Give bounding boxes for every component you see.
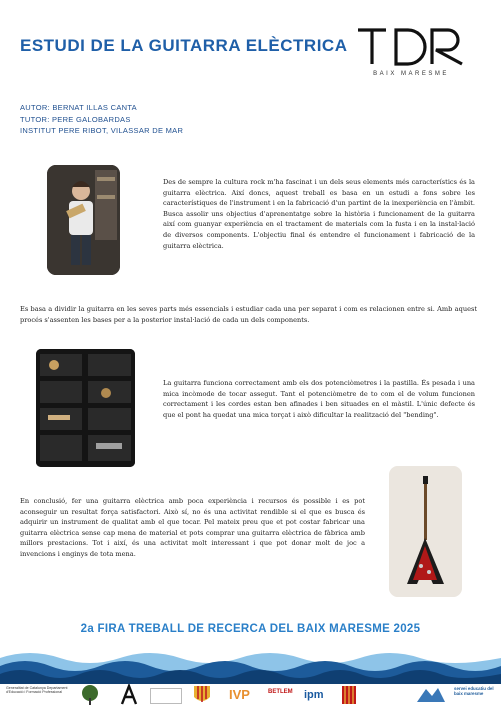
- event-title: 2a FIRA TREBALL DE RECERCA DEL BAIX MARESME 2025: [80, 623, 421, 635]
- ipm-logo-icon: [303, 684, 325, 704]
- red-shield-logo-icon: [340, 684, 358, 706]
- author-photo: [47, 165, 120, 275]
- decorative-waves: [0, 644, 501, 684]
- authors-block: [20, 102, 183, 137]
- svg-text:IVP: IVP: [229, 687, 250, 702]
- sponsor-betlem: BETLEM: [268, 689, 293, 695]
- institute-line: INSTITUT PERE RIBOT, VILASSAR DE MAR: [20, 126, 184, 135]
- poster-title: ESTUDI DE LA GUITARRA ELÈCTRICA: [20, 36, 348, 55]
- sponsor-gencat: Generalitat de Catalunya Departament d'Educació i Formació Professional: [6, 686, 68, 695]
- svg-text:ipm: ipm: [304, 689, 324, 701]
- methodology-paragraph: Es basa a dividir la guitarra en les seves parts més essencials i estudiar cada una per separat i com es relacionen entre si. Amb aquest procés s'assenten les bases per a la posterior instal·lació de cada un dels components.: [20, 305, 477, 324]
- shield-logo-icon: [193, 685, 211, 705]
- introduction-paragraph: Des de sempre la cultura rock m'ha fascinat i un dels seus elements més característics és la guitarra elèctrica. Així doncs, aquest treball es basa en un estudi a fons sobre les característiques de l'instrument i en la fabricació d'un partint de la inexperiència en l'àmbit. Busca assolir uns objectius d'aprenentatge sobre la història i funcionament de la guitarra així com guanyar experiència en el tractament de materials com la fusta i en la instal·lació de diversos components. L'objectiu final és entendre el funcionament i fabricació de la guitarra elèctrica.: [163, 178, 475, 250]
- mountain-logo-icon: [416, 684, 446, 704]
- logo-subtitle: BAIX MARESME: [373, 71, 449, 77]
- conclusion-paragraph: En conclusió, fer una guitarra elèctrica amb poca experiència i recursos és possible i es pot aconseguir un resultat força satisfactori. Això sí, no és una activitat rendible si el que es busca és adquirir un instrument de qualitat amb el que tocar. Pel mateix preu que et pot costar fabricar una guitarra elèctrica sense cap mena de material et pots comprar una guitarra elèctrica de fàbrica amb millors prestacions. Tot i així, és una activitat molt interessant i que pot donar molt de joc a invencions i enginys de tota mena.: [20, 497, 365, 558]
- sponsor-servei-educatiu: servei educatiu del baix maresme: [454, 686, 494, 696]
- sponsor-logos: [0, 684, 501, 708]
- letter-a-logo-icon: [120, 684, 138, 706]
- school-logo: [150, 688, 182, 704]
- author-line: AUTOR: BERNAT ILLAS CANTA: [20, 103, 137, 112]
- tdr-logo-mark: [356, 24, 466, 70]
- tutor-line: TUTOR: PERE GALOBARDAS: [20, 114, 131, 124]
- tdr-logo: [356, 24, 466, 84]
- finished-guitar-photo: [389, 466, 462, 597]
- guitar-parts-collage: [36, 349, 135, 467]
- tree-logo-icon: [78, 684, 102, 706]
- ivp-logo-icon: [228, 684, 254, 706]
- results-paragraph: La guitarra funciona correctament amb els dos potenciòmetres i la pastilla. És pesada i una mica incòmode de tocar assegut. Tant el potenciòmetre de to com el de volum funcionen correctament i les cordes estan ben afinades i ben situades en el màstil. L'únic defecte és que el pont ha quedat una mica torçat i això dificultar la realització del "bending".: [163, 379, 475, 419]
